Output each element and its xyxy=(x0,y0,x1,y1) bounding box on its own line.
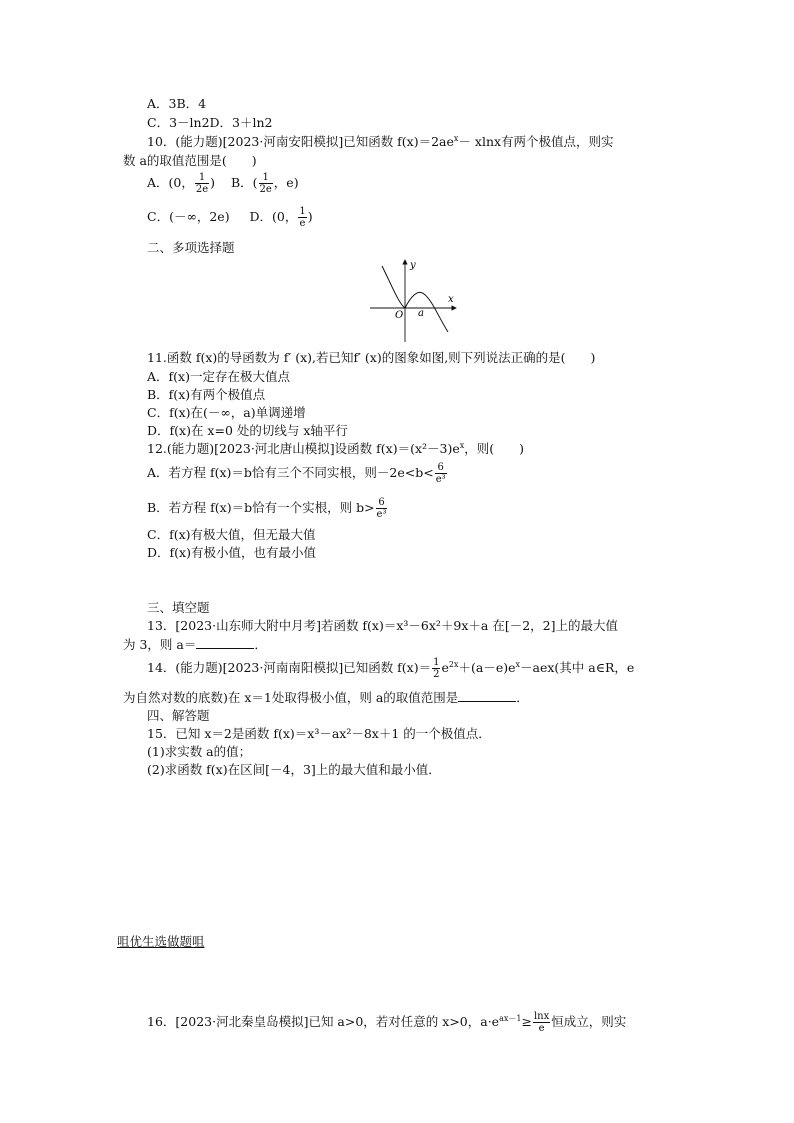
q14-stem-line1: 14．(能力题)[2023·河南南阳模拟]已知函数 f(x)＝ $\frac{1}{2}$ $e^{2x}+(a-e)e^x-aex$(其中 a∈R，e xyxy=(147,657,635,680)
q14-stem-line2: 为自然对数的底数)在 x＝1处取得极小值，则 a的取值范围是 ． xyxy=(123,690,529,705)
q14-answer-blank[interactable] xyxy=(458,690,516,702)
q12-option-b: B．若方程 f(x)＝b恰有一个实根，则 b> $\frac{6}{\text{e³}}$ xyxy=(147,497,387,520)
q12-stem: 12.(能力题)[2023·河北唐山模拟]设函数 $f(x)=(x^2-3)e^x$，则( ) xyxy=(147,440,525,456)
section-optional-heading: 咀优生选做题咀 xyxy=(117,934,205,949)
q11-option-c: C．f(x)在(－∞，a)单调递增 xyxy=(147,405,306,420)
section-multiple-choice-heading: 二、多项选择题 xyxy=(147,240,235,255)
q12-option-c: C．f(x)有极大值，但无最大值 xyxy=(147,527,316,542)
q12-option-b-fraction: $\frac{6}{\text{e³}}$ xyxy=(376,497,387,520)
q10-stem-line1: 10．(能力题)[2023·河南安阳模拟]已知函数 $f(x)=2ae^x- xlnx$有两个极值点，则实 xyxy=(147,133,614,149)
q12-option-d: D．f(x)有极小值，也有最小值 xyxy=(147,545,316,560)
q16-fraction: $\frac{\ln x}{e}$ xyxy=(533,1011,550,1034)
q11-option-b: B．f(x)有两个极值点 xyxy=(147,387,266,402)
q11-option-a: A．f(x)一定存在极大值点 xyxy=(147,369,290,384)
point-a-label: a xyxy=(418,308,424,319)
derivative-graph xyxy=(362,256,462,346)
q13-stem-line2: 为 3，则 a＝ ． xyxy=(123,637,267,652)
section-solution-heading: 四、解答题 xyxy=(147,708,210,723)
q10-option-a-fraction: $\frac{1}{2e}$ xyxy=(195,172,209,195)
q13-stem-line1: 13．[2023·山东师大附中月考]若函数 f(x)＝x³－6x²＋9x＋a 在[－2，2]上的最大值 xyxy=(147,618,619,633)
q15-part2: (2)求函数 f(x)在区间[－4，3]上的最大值和最小值． xyxy=(147,762,441,777)
q15-stem: 15．已知 x＝2是函数 f(x)＝x³－ax²－8x＋1 的一个极值点． xyxy=(147,726,491,741)
q10-stem-line2: 数 a的取值范围是( ) xyxy=(123,153,257,168)
q10-option-cd: C．(－∞，2e) D．(0， $\frac{1}{e}$ ) xyxy=(147,206,313,229)
x-axis-label: x xyxy=(448,294,454,305)
q10-option-d-fraction: $\frac{1}{e}$ xyxy=(299,206,306,229)
q9-options-cd: C．3－ln2D．3＋ln2 xyxy=(147,115,273,130)
q10-option-b-fraction: $\frac{1}{2e}$ xyxy=(259,172,272,195)
q16-stem: 16．[2023·河北秦皇岛模拟]已知 a>0，若对任意的 x>0，$a\cdot e^{ax-1}\ge$ $\frac{\ln x}{e}$ 恒成立，则实 xyxy=(147,1011,627,1034)
derivative-curve xyxy=(382,266,448,332)
origin-label: O xyxy=(395,310,404,321)
section-fill-in-heading: 三、填空题 xyxy=(147,600,210,615)
y-axis-label: y xyxy=(410,260,416,271)
q12-option-a: A．若方程 f(x)＝b恰有三个不同实根，则－2e<b< $\frac{6}{\text{e³}}$ xyxy=(147,462,446,485)
q13-answer-blank[interactable] xyxy=(196,637,254,649)
q14-fraction: $\frac{1}{2}$ xyxy=(433,657,440,680)
q11-option-d: D．f(x)在 x=0 处的切线与 x轴平行 xyxy=(147,423,348,438)
q15-part1: (1)求实数 a的值； xyxy=(147,744,252,759)
q10-option-a: A．(0， $\frac{1}{2e}$ ) B．( $\frac{1}{2e}$ ，e) xyxy=(147,172,299,195)
q12-option-a-fraction: $\frac{6}{\text{e³}}$ xyxy=(435,462,446,485)
q11-stem: 11.函数 f(x)的导函数为 f′ (x),若已知f′ (x)的图象如图,则下列说法正确的是( ) xyxy=(147,350,596,365)
q9-options-ab: A．3B．4 xyxy=(147,96,207,111)
